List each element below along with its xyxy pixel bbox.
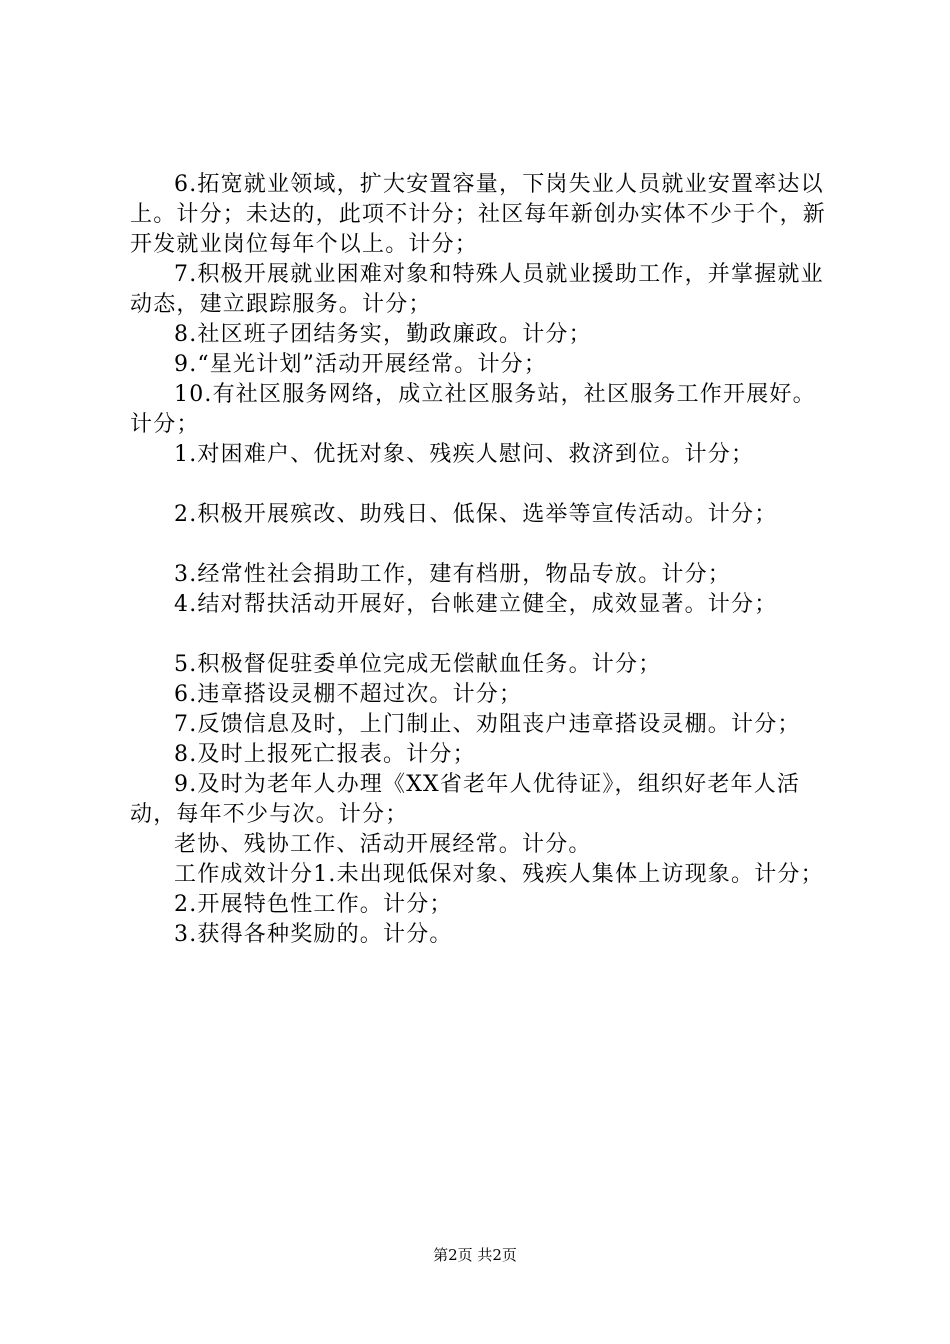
paragraph: 老协、残协工作、活动开展经常。计分。 [174, 832, 592, 857]
paragraph: 3.经常性社会捐助工作，建有档册，物品专放。计分； [174, 562, 731, 587]
paragraph: 10.有社区服务网络，成立社区服务站，社区服务工作开展好。计分； [130, 382, 816, 437]
paragraph: 6.违章搭设灵棚不超过次。计分； [174, 682, 523, 707]
paragraph: 1.对困难户、优抚对象、残疾人慰问、救济到位。计分； [174, 442, 755, 467]
page-footer: 第2页 共2页 [433, 1246, 517, 1264]
paragraph: 7.反馈信息及时，上门制止、劝阻丧户违章搭设灵棚。计分； [174, 712, 801, 737]
paragraph: 8.社区班子团结务实，勤政廉政。计分； [174, 322, 592, 347]
paragraph: 4.结对帮扶活动开展好，台帐建立健全，成效显著。计分； [174, 592, 778, 617]
document-body [130, 170, 830, 950]
paragraph: 8.及时上报死亡报表。计分； [174, 742, 476, 767]
paragraph: 5.积极督促驻委单位完成无偿献血任务。计分； [174, 652, 662, 677]
paragraph: 2.积极开展殡改、助残日、低保、选举等宣传活动。计分； [174, 502, 778, 527]
paragraph: 2.开展特色性工作。计分； [174, 892, 453, 917]
paragraph: 9.及时为老年人办理《XX省老年人优待证》，组织好老年人活动，每年不少与次。计分； [130, 772, 801, 827]
paragraph: 3.获得各种奖励的。计分。 [174, 922, 453, 947]
paragraph: 9.“星光计划”活动开展经常。计分； [174, 352, 548, 377]
paragraph: 工作成效计分1.未出现低保对象、残疾人集体上访现象。计分； [174, 862, 824, 887]
paragraph: 7.积极开展就业困难对象和特殊人员就业援助工作，并掌握就业动态，建立跟踪服务。计分； [130, 262, 824, 317]
paragraph: 6.拓宽就业领域，扩大安置容量，下岗失业人员就业安置率达以上。计分；未达的，此项不计分；社区每年新创办实体不少于个，新开发就业岗位每年个以上。计分； [130, 172, 827, 257]
